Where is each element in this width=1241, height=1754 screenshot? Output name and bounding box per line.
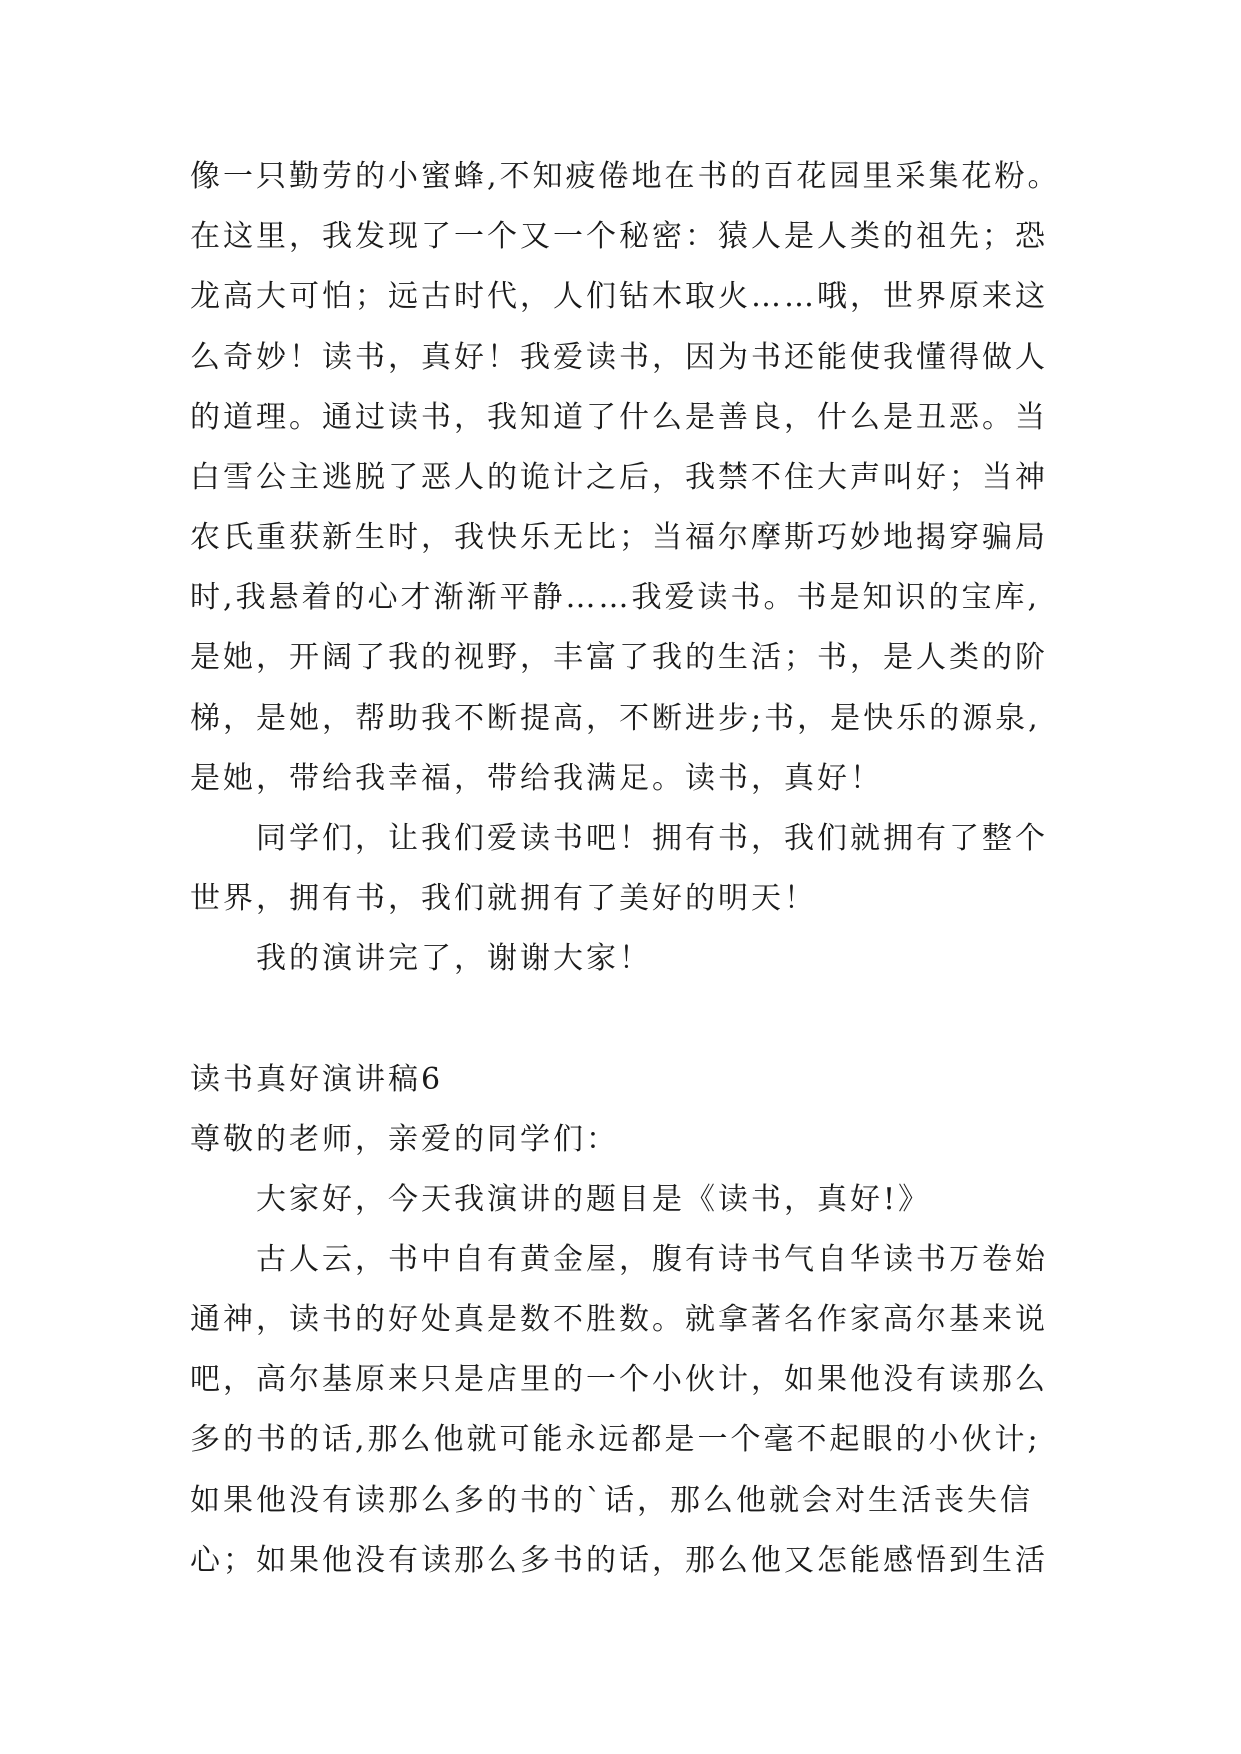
text-line: 世界，拥有书，我们就拥有了美好的明天！ bbox=[190, 881, 817, 916]
text-line: 吧，高尔基原来只是店里的一个小伙计，如果他没有读那么 bbox=[190, 1362, 1048, 1397]
text-line: 白雪公主逃脱了恶人的诡计之后，我禁不住大声叫好；当神 bbox=[190, 460, 1048, 495]
text-line: 龙高大可怕；远古时代，人们钻木取火……哦，世界原来这 bbox=[190, 279, 1048, 314]
text-line: 么奇妙！读书，真好！我爱读书，因为书还能使我懂得做人 bbox=[190, 340, 1048, 375]
text-line: 在这里，我发现了一个又一个秘密：猿人是人类的祖先；恐 bbox=[190, 219, 1048, 254]
text-line: 如果他没有读那么多的书的`话，那么他就会对生活丧失信 bbox=[190, 1483, 1033, 1518]
salutation: 尊敬的老师，亲爱的同学们： bbox=[190, 1122, 619, 1157]
text-line: 农氏重获新生时，我快乐无比；当福尔摩斯巧妙地揭穿骗局 bbox=[190, 520, 1048, 555]
paragraph-first-line: 我的演讲完了，谢谢大家！ bbox=[256, 941, 652, 976]
text-line: 梯，是她，帮助我不断提高，不断进步;书，是快乐的源泉, bbox=[190, 701, 1041, 736]
text-line: 通神，读书的好处真是数不胜数。就拿著名作家高尔基来说 bbox=[190, 1302, 1048, 1337]
paragraph-first-line: 同学们，让我们爱读书吧！拥有书，我们就拥有了整个 bbox=[256, 821, 1048, 856]
text-line: 心；如果他没有读那么多书的话，那么他又怎能感悟到生活 bbox=[190, 1543, 1048, 1578]
text-line: 的道理。通过读书，我知道了什么是善良，什么是丑恶。当 bbox=[190, 400, 1048, 435]
paragraph-first-line: 古人云，书中自有黄金屋，腹有诗书气自华读书万卷始 bbox=[256, 1242, 1048, 1277]
paragraph-first-line: 大家好，今天我演讲的题目是《读书，真好!》 bbox=[256, 1182, 932, 1217]
text-line: 是她，开阔了我的视野，丰富了我的生活；书，是人类的阶 bbox=[190, 640, 1048, 675]
text-line: 是她，带给我幸福，带给我满足。读书，真好！ bbox=[190, 761, 883, 796]
text-line: 时,我悬着的心才渐渐平静……我爱读书。书是知识的宝库, bbox=[190, 580, 1041, 615]
text-line: 多的书的话,那么他就可能永远都是一个毫不起眼的小伙计; bbox=[190, 1422, 1041, 1457]
text-line: 像一只勤劳的小蜜蜂,不知疲倦地在书的百花园里采集花粉。 bbox=[190, 159, 1061, 194]
section-title: 读书真好演讲稿6 bbox=[190, 1062, 444, 1097]
